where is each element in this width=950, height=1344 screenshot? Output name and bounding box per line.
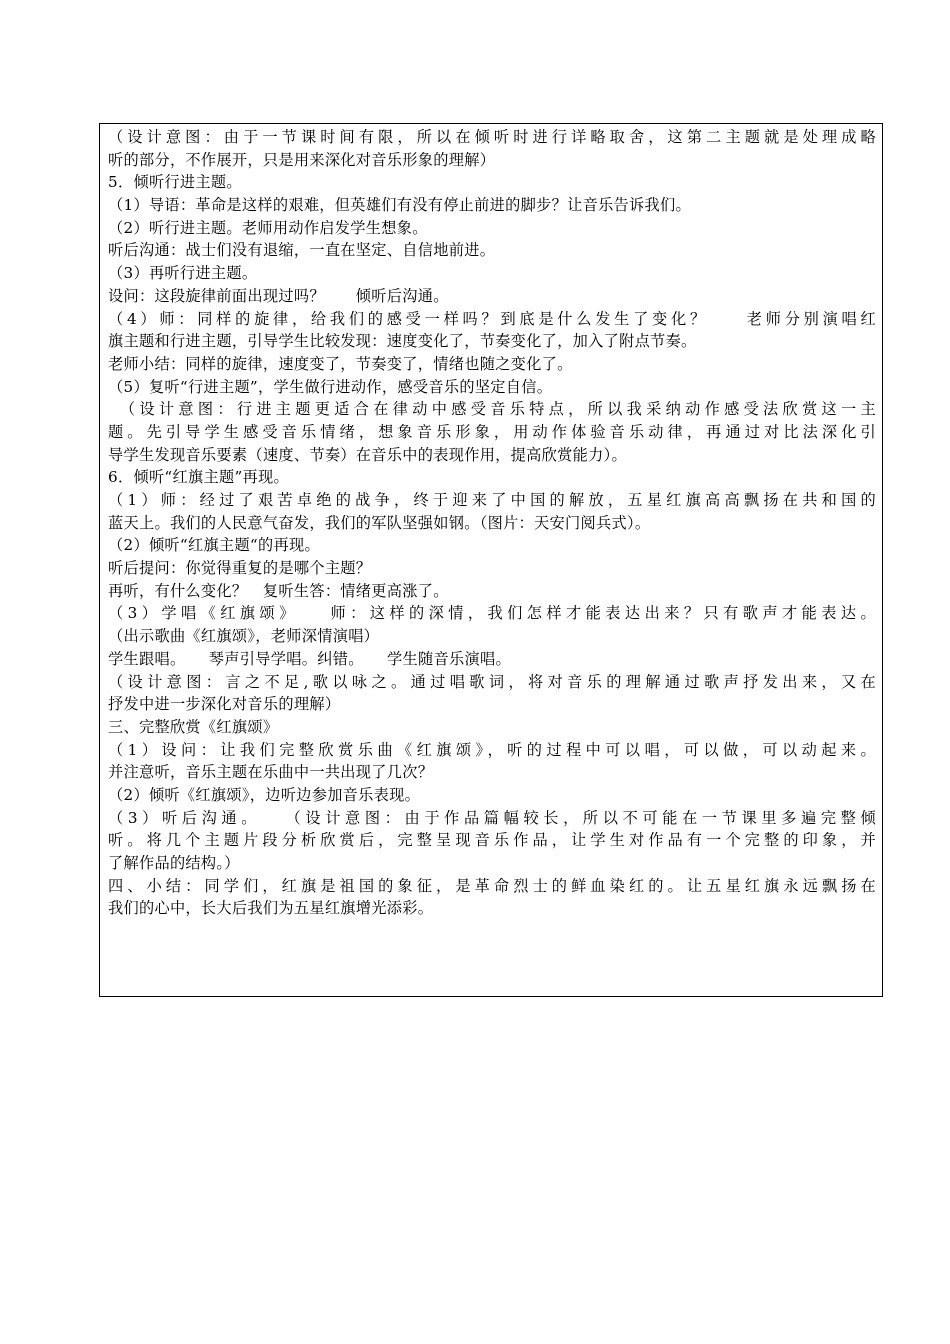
- text-line: 听后沟通：战士们没有退缩，一直在坚定、自信地前进。: [108, 241, 496, 260]
- text-line: （1）设问：让我们完整欣赏乐曲《红旗颂》，听的过程中可以唱，可以做，可以动起来。: [108, 740, 876, 759]
- text-line: （2）倾听“红旗主题“的再现。: [108, 536, 320, 555]
- text-line: 学生跟唱。 琴声引导学唱。纠错。 学生随音乐演唱。: [108, 649, 511, 668]
- text-line: （3）学唱《红旗颂》 师：这样的深情，我们怎样才能表达出来？只有歌声才能表达。: [108, 604, 876, 623]
- text-line: （3）听后沟通。 （设计意图：由于作品篇幅较长，所以不可能在一节课里多遍完整倾: [108, 808, 876, 827]
- text-line: （设计意图：言之不足,歌以咏之。通过唱歌词，将对音乐的理解通过歌声抒发出来，又在: [108, 672, 876, 691]
- text-line: 旗主题和行进主题，引导学生比较发现：速度变化了，节奏变化了，加入了附点节奏。: [108, 332, 697, 351]
- text-line: 了解作品的结构。）: [108, 854, 240, 872]
- text-line: 6．倾听“红旗主题”再现。: [108, 468, 289, 487]
- text-line: （3）再听行进主题。: [108, 264, 258, 283]
- text-line: 设问：这段旋律前面出现过吗？ 倾听后沟通。: [108, 286, 449, 305]
- lesson-plan-text: [108, 126, 876, 920]
- text-line: 抒发中进一步深化对音乐的理解）: [108, 695, 341, 714]
- text-line: 四、小结：同学们，红旗是祖国的象征，是革命烈士的鲜血染红的。让五星红旗永远飘扬在: [108, 876, 876, 895]
- text-line: （1）导语：革命是这样的艰难，但英雄们有没有停止前进的脚步？让音乐告诉我们。: [108, 196, 691, 215]
- text-line: 听。将几个主题片段分析欣赏后，完整呈现音乐作品，让学生对作品有一个完整的印象，并: [108, 831, 876, 850]
- text-line: 蓝天上。我们的人民意气奋发，我们的军队坚强如钢。（图片：天安门阅兵式）。: [108, 513, 651, 532]
- text-line: （2）听行进主题。老师用动作启发学生想象。: [108, 218, 428, 237]
- text-line: 再听，有什么变化？ 复听生答：情绪更高涨了。: [108, 581, 449, 600]
- text-line: 导学生发现音乐要素（速度、节奏）在音乐中的表现作用，提高欣赏能力）。: [108, 445, 627, 464]
- text-line: 听后提问：你觉得重复的是哪个主题？: [108, 559, 372, 578]
- text-line: 听的部分，不作展开，只是用来深化对音乐形象的理解）: [108, 150, 496, 169]
- text-line: （1）师：经过了艰苦卓绝的战争，终于迎来了中国的解放，五星红旗高高飘扬在共和国的: [108, 491, 876, 509]
- text-line: 我们的心中，长大后我们为五星红旗增光添彩。: [108, 899, 434, 918]
- text-line: （2）倾听《红旗颂》，边听边参加音乐表现。: [108, 785, 421, 804]
- text-line: 题。先引导学生感受音乐情绪，想象音乐形象，用动作体验音乐动律，再通过对比法深化引: [108, 422, 876, 441]
- text-line: 并注意听，音乐主题在乐曲中一共出现了几次？: [108, 763, 434, 782]
- text-line: （设计意图：由于一节课时间有限，所以在倾听时进行详略取舍，这第二主题就是处理成略: [108, 128, 876, 146]
- text-line: （4）师：同样的旋律，给我们的感受一样吗？到底是什么发生了变化？ 老师分别演唱红: [108, 309, 876, 328]
- text-line: （设计意图：行进主题更适合在律动中感受音乐特点，所以我采纳动作感受法欣赏这一主: [108, 400, 876, 419]
- text-line: 5．倾听行进主题。: [108, 173, 242, 192]
- text-line: （出示歌曲《红旗颂》，老师深情演唱）: [108, 627, 380, 646]
- text-line: 老师小结：同样的旋律，速度变了，节奏变了，情绪也随之变化了。: [108, 354, 573, 373]
- text-line: 三、完整欣赏《红旗颂》: [108, 717, 279, 736]
- text-line: （5）复听“行进主题”，学生做行进动作，感受音乐的坚定自信。: [108, 377, 553, 396]
